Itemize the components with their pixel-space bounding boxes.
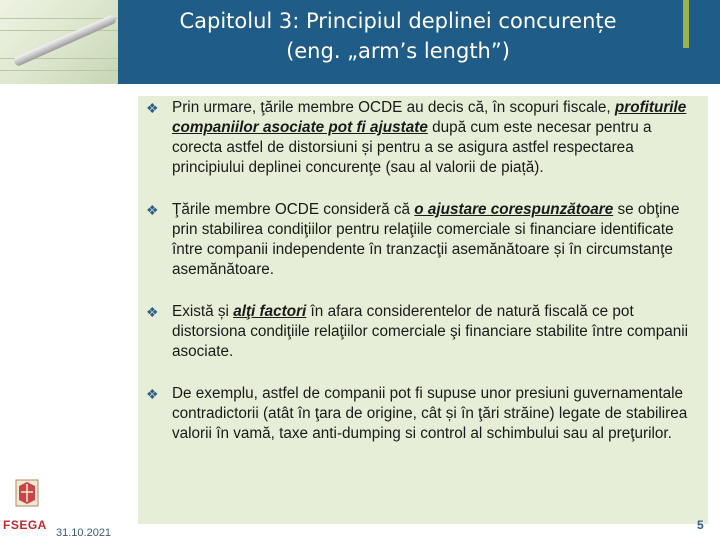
bullet-emphasis: alţi factori bbox=[233, 303, 307, 320]
bullet-item bbox=[144, 98, 704, 178]
logo-text: FSEGA bbox=[3, 518, 47, 532]
diamond-bullet-icon: ❖ bbox=[146, 386, 159, 402]
bullet-item bbox=[144, 302, 704, 362]
bullet-text: Ţările membre OCDE consideră că bbox=[172, 201, 415, 218]
diamond-bullet-icon: ❖ bbox=[146, 202, 159, 218]
header-bar bbox=[0, 0, 720, 84]
slide-title bbox=[118, 6, 678, 66]
diamond-bullet-icon: ❖ bbox=[146, 100, 159, 116]
bullet-text: în afara considerentelor de natură fiscală ce pot distorsiona condiţiile relaţiilor comerciale şi financiare stabilite între companii asociate. bbox=[172, 303, 689, 360]
slide-date: 31.10.2021 bbox=[56, 527, 112, 539]
bullet-item bbox=[144, 384, 704, 444]
bullet-text: De exemplu, astfel de companii pot fi supuse unor presiuni guvernamentale contradictorii (atât în ţara de origine, cât și în ţări străine) legate de stabilirea valorii în vamă, taxe anti-dumping si control al schimbului sau al preţurilor. bbox=[172, 385, 688, 442]
page-number: 5 bbox=[697, 518, 704, 532]
bullet-text: se obţine prin stabilirea condiţiilor pentru relaţiile comerciale si financiare identificate între companii independente în tranzacţii asemănătoare și în circumstanţe asemănătoare. bbox=[172, 201, 680, 278]
title-line-1: Capitolul 3: Principiul deplinei concurențe bbox=[179, 9, 617, 33]
paper-line bbox=[0, 30, 118, 31]
bullet-emphasis: o ajustare corespunzătoare bbox=[414, 201, 614, 218]
pen-icon bbox=[13, 14, 117, 67]
paper-line bbox=[0, 70, 118, 71]
bullet-list bbox=[144, 98, 704, 466]
header-photo bbox=[0, 0, 118, 84]
bullet-item bbox=[144, 200, 704, 280]
bullet-text: după cum este necesar pentru a corecta astfel de distorsiuni și pentru a se asigura astfel respectarea principiului deplinei concurenţe (sau al valorii de piață). bbox=[172, 119, 652, 176]
bullet-text: Există și bbox=[172, 303, 234, 320]
bullet-emphasis: profiturile companiilor asociate pot fi ajustate bbox=[172, 99, 687, 136]
accent-bar bbox=[683, 0, 689, 48]
diamond-bullet-icon: ❖ bbox=[146, 304, 159, 320]
bullet-text: Prin urmare, ţările membre OCDE au decis că, în scopuri fiscale, bbox=[172, 99, 615, 116]
title-line-2: (eng. „arm’s length”) bbox=[286, 39, 510, 63]
